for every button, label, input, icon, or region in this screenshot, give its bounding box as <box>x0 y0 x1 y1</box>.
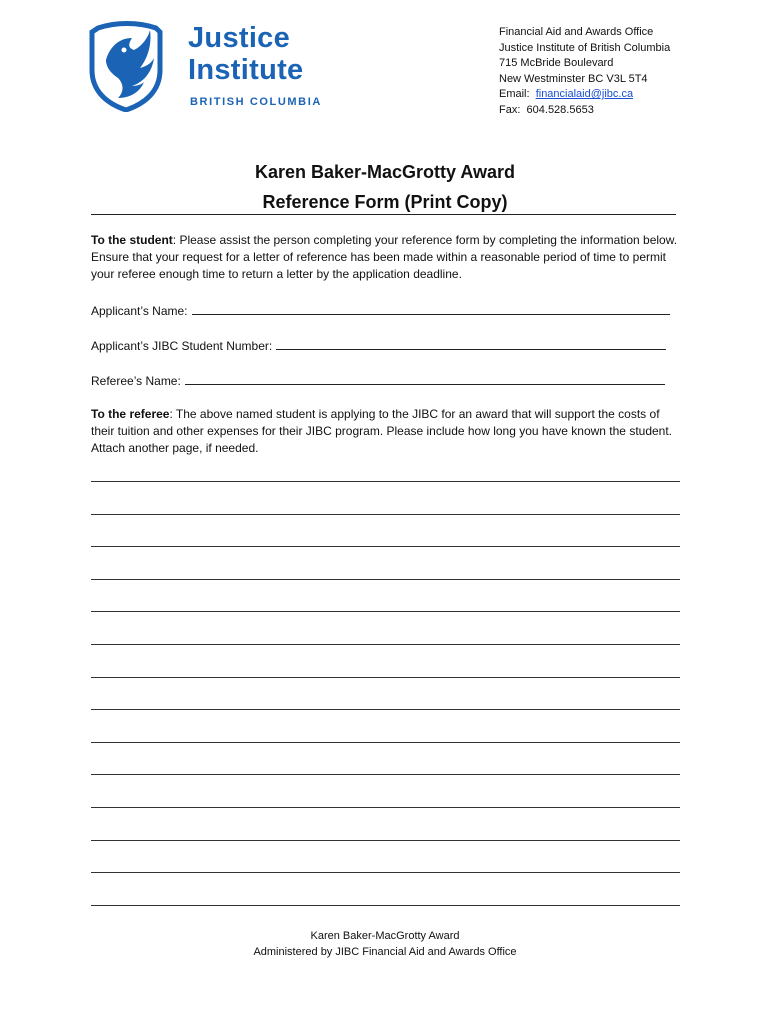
writing-line[interactable] <box>91 481 680 482</box>
address-office: Financial Aid and Awards Office <box>499 26 654 38</box>
applicant-name-field[interactable] <box>91 302 670 320</box>
office-address <box>499 25 670 119</box>
writing-line[interactable] <box>91 644 680 645</box>
applicant-name-label: Applicant’s Name: <box>91 304 188 318</box>
referee-name-field[interactable] <box>91 372 665 390</box>
address-institution: Justice Institute of British Columbia <box>499 41 671 54</box>
address-email-row <box>499 87 670 103</box>
logo-wordmark-line2: Institute <box>188 54 304 86</box>
student-number-label: Applicant’s JIBC Student Number: <box>91 339 273 353</box>
applicant-name-blank[interactable] <box>192 302 670 315</box>
address-street: 715 McBride Boulevard <box>499 57 614 70</box>
logo-wordmark-line1: Justice <box>188 22 291 54</box>
writing-line[interactable] <box>91 774 680 775</box>
writing-line[interactable] <box>91 872 680 873</box>
footer-line2: Administered by JIBC Financial Aid and Awards Office <box>253 946 517 958</box>
referee-name-label: Referee’s Name: <box>91 374 181 388</box>
writing-line[interactable] <box>91 514 680 515</box>
title-line1: Karen Baker-MacGrotty Award <box>254 162 516 182</box>
email-label: Email: <box>499 88 530 101</box>
page-footer <box>185 928 585 960</box>
writing-line[interactable] <box>91 579 680 580</box>
writing-line[interactable] <box>91 905 680 906</box>
logo-wordmark-line3: BRITISH COLUMBIA <box>190 96 322 108</box>
student-number-blank[interactable] <box>276 337 666 350</box>
writing-line[interactable] <box>91 546 680 547</box>
title-divider <box>91 214 676 215</box>
address-city: New Westminster BC V3L 5T4 <box>499 72 648 85</box>
writing-line[interactable] <box>91 611 680 612</box>
fax-label: Fax: <box>499 103 521 116</box>
title-line2: Reference Form (Print Copy) <box>262 192 508 212</box>
student-instructions <box>91 232 681 283</box>
student-note-text: : Please assist the person completing your reference form by completing the information below. Ensure that your request for a letter of reference has been made within a reasonable period of time to permit your referee enough time to return a letter by the application deadline. <box>91 233 678 281</box>
referee-note-lead: To the referee <box>91 407 170 421</box>
writing-line[interactable] <box>91 709 680 710</box>
referee-note-text: : The above named student is applying to the JIBC for an award that will support the costs of their tuition and other expenses for their JIBC program. Please include how long you have known the student. Attach another page, if needed. <box>91 407 673 455</box>
jibc-logo <box>86 20 326 115</box>
email-link[interactable]: financialaid@jibc.ca <box>535 88 634 101</box>
writing-line[interactable] <box>91 677 680 678</box>
fax-number: 604.528.5653 <box>526 103 594 116</box>
address-fax-row <box>499 103 670 119</box>
referee-instructions <box>91 406 681 457</box>
eagle-shield-icon <box>86 20 166 112</box>
writing-line[interactable] <box>91 742 680 743</box>
footer-line1: Karen Baker-MacGrotty Award <box>310 930 460 942</box>
student-note-lead: To the student <box>91 233 173 247</box>
referee-name-blank[interactable] <box>185 372 665 385</box>
writing-line[interactable] <box>91 807 680 808</box>
page-title <box>90 157 680 217</box>
student-number-field[interactable] <box>91 337 666 355</box>
writing-line[interactable] <box>91 840 680 841</box>
